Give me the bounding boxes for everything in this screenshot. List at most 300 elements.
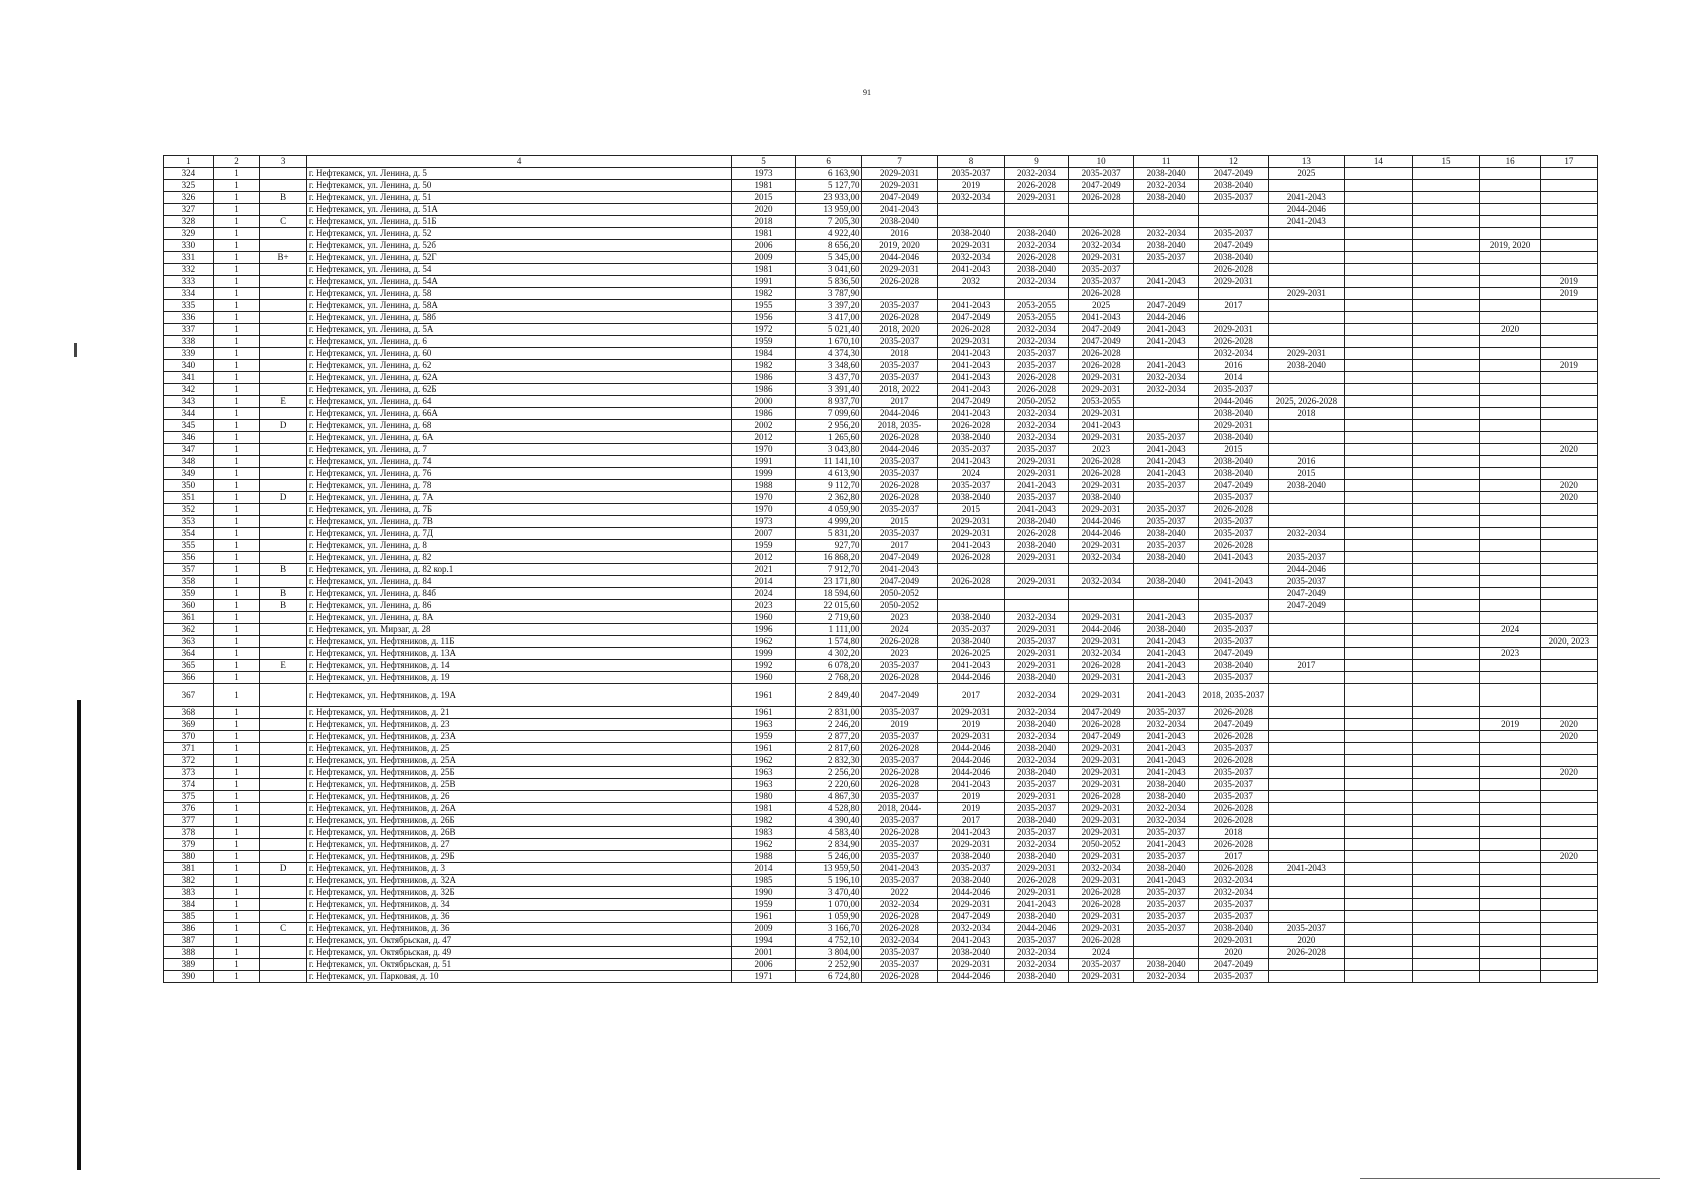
table-cell: г. Нефтекамск, ул. Ленина, д. 82: [306, 552, 731, 564]
table-cell: 2020: [1480, 324, 1540, 336]
table-cell: [1480, 707, 1540, 719]
table-cell: [1344, 336, 1412, 348]
table-cell: 2035-2037: [862, 504, 937, 516]
table-cell: 2 817,60: [795, 743, 862, 755]
table-cell: 2015: [732, 192, 795, 204]
table-cell: [1412, 336, 1480, 348]
table-cell: 344: [164, 408, 214, 420]
table-cell: [1480, 959, 1540, 971]
table-cell: [1344, 312, 1412, 324]
table-cell: С: [260, 923, 307, 935]
table-cell: 2038-2040: [1134, 959, 1199, 971]
table-cell: 2035-2037: [1005, 636, 1068, 648]
table-cell: 1: [213, 935, 260, 947]
table-cell: [937, 588, 1005, 600]
table-cell: 377: [164, 815, 214, 827]
table-cell: 2032-2034: [1005, 612, 1068, 624]
table-cell: [1344, 887, 1412, 899]
table-cell: [1268, 264, 1344, 276]
table-cell: 2035-2037: [862, 959, 937, 971]
table-cell: 1: [213, 588, 260, 600]
table-cell: [1480, 384, 1540, 396]
table-cell: [260, 468, 307, 480]
table-cell: [1134, 396, 1199, 408]
table-cell: 1973: [732, 516, 795, 528]
table-cell: г. Нефтекамск, ул. Нефтяников, д. 32Б: [306, 887, 731, 899]
table-cell: 2041-2043: [1198, 552, 1268, 564]
table-cell: г. Нефтекамск, ул. Нефтяников, д. 36: [306, 911, 731, 923]
table-cell: 1: [213, 504, 260, 516]
table-cell: 2029-2031: [1068, 252, 1134, 264]
table-cell: 11 141,10: [795, 456, 862, 468]
table-cell: 2032-2034: [1134, 815, 1199, 827]
table-cell: 2032-2034: [1005, 408, 1068, 420]
table-cell: 2038-2040: [1134, 528, 1199, 540]
table-cell: 2047-2049: [862, 552, 937, 564]
table-cell: 2025, 2026-2028: [1268, 396, 1344, 408]
table-cell: 332: [164, 264, 214, 276]
table-cell: 2029-2031: [1198, 276, 1268, 288]
table-cell: г. Нефтекамск, ул. Ленина, д. 8А: [306, 612, 731, 624]
table-cell: 2035-2037: [1005, 492, 1068, 504]
table-cell: [260, 540, 307, 552]
table-cell: 1: [213, 839, 260, 851]
table-cell: 1986: [732, 408, 795, 420]
table-cell: г. Нефтекамск, ул. Нефтяников, д. 19: [306, 672, 731, 684]
table-cell: 2026-2028: [1068, 360, 1134, 372]
table-cell: [1268, 228, 1344, 240]
table-cell: 2026-2028: [937, 576, 1005, 588]
table-row: [164, 863, 1598, 875]
table-cell: [1480, 672, 1540, 684]
table-cell: 2032-2034: [1198, 875, 1268, 887]
table-cell: [1540, 432, 1597, 444]
table-cell: 2041-2043: [1134, 660, 1199, 672]
table-cell: [1480, 552, 1540, 564]
table-row: [164, 672, 1598, 684]
table-cell: [1480, 264, 1540, 276]
table-cell: [1005, 216, 1068, 228]
table-cell: 2038-2040: [862, 216, 937, 228]
table-cell: г. Нефтекамск, ул. Ленина, д. 5: [306, 168, 731, 180]
table-cell: 2029-2031: [937, 899, 1005, 911]
table-cell: [1268, 540, 1344, 552]
table-cell: 2053-2055: [1068, 396, 1134, 408]
table-cell: [1412, 216, 1480, 228]
table-cell: [1412, 300, 1480, 312]
table-cell: 2047-2049: [1198, 648, 1268, 660]
table-cell: г. Нефтекамск, ул. Ленина, д. 7Д: [306, 528, 731, 540]
table-cell: 1986: [732, 372, 795, 384]
table-cell: 2017: [1198, 851, 1268, 863]
table-cell: 2029-2031: [1268, 348, 1344, 360]
table-cell: г. Нефтекамск, ул. Ленина, д. 58: [306, 288, 731, 300]
table-cell: [260, 731, 307, 743]
table-cell: [260, 204, 307, 216]
table-cell: 2006: [732, 959, 795, 971]
table-cell: 2024: [937, 468, 1005, 480]
table-cell: [1480, 612, 1540, 624]
table-cell: 1991: [732, 276, 795, 288]
column-number: 5: [732, 156, 795, 168]
table-cell: [1412, 372, 1480, 384]
table-cell: 2029-2031: [1198, 324, 1268, 336]
table-cell: 2032-2034: [1005, 324, 1068, 336]
table-cell: 2038-2040: [1198, 468, 1268, 480]
table-cell: 2026-2028: [1198, 755, 1268, 767]
table-cell: [1540, 887, 1597, 899]
table-cell: [1412, 815, 1480, 827]
table-cell: [1480, 456, 1540, 468]
table-cell: 2035-2037: [862, 468, 937, 480]
table-cell: 1: [213, 719, 260, 731]
table-cell: 2035-2037: [1005, 360, 1068, 372]
table-cell: [1344, 719, 1412, 731]
table-cell: 2035-2037: [862, 707, 937, 719]
table-row: [164, 624, 1598, 636]
table-cell: 349: [164, 468, 214, 480]
table-cell: [260, 899, 307, 911]
table-cell: 387: [164, 935, 214, 947]
table-cell: [260, 815, 307, 827]
table-cell: [1480, 863, 1540, 875]
table-cell: 4 752,10: [795, 935, 862, 947]
table-row: [164, 360, 1598, 372]
table-cell: 2047-2049: [1198, 719, 1268, 731]
table-cell: 2038-2040: [1268, 480, 1344, 492]
table-cell: г. Нефтекамск, ул. Ленина, д. 86: [306, 600, 731, 612]
table-cell: 330: [164, 240, 214, 252]
table-cell: [1134, 264, 1199, 276]
table-cell: 341: [164, 372, 214, 384]
table-cell: 2038-2040: [1068, 492, 1134, 504]
table-cell: 2041-2043: [1134, 468, 1199, 480]
table-cell: 1: [213, 815, 260, 827]
table-cell: [1268, 336, 1344, 348]
table-cell: 2017: [937, 684, 1005, 707]
table-cell: 2035-2037: [862, 456, 937, 468]
table-cell: 2035-2037: [1198, 492, 1268, 504]
table-cell: [1268, 851, 1344, 863]
table-cell: 2020: [1540, 767, 1597, 779]
table-cell: [260, 576, 307, 588]
table-cell: [1268, 887, 1344, 899]
table-cell: В: [260, 564, 307, 576]
table-cell: 2029-2031: [1068, 803, 1134, 815]
table-cell: 1: [213, 312, 260, 324]
margin-mark: [74, 343, 77, 357]
table-cell: [260, 240, 307, 252]
table-cell: [1480, 216, 1540, 228]
table-cell: [260, 444, 307, 456]
table-row: [164, 731, 1598, 743]
table-cell: 2038-2040: [1198, 432, 1268, 444]
table-cell: 2026-2028: [1068, 288, 1134, 300]
table-cell: 2018: [862, 348, 937, 360]
table-cell: [1134, 216, 1199, 228]
table-cell: 2035-2037: [1068, 276, 1134, 288]
table-cell: 2041-2043: [937, 348, 1005, 360]
table-cell: [1480, 947, 1540, 959]
table-cell: 359: [164, 588, 214, 600]
table-cell: [260, 743, 307, 755]
table-cell: 2038-2040: [1005, 264, 1068, 276]
table-cell: [1268, 899, 1344, 911]
table-cell: 1: [213, 348, 260, 360]
table-cell: 2029-2031: [937, 528, 1005, 540]
table-cell: [260, 791, 307, 803]
table-cell: [1480, 192, 1540, 204]
table-cell: [1540, 815, 1597, 827]
table-cell: 324: [164, 168, 214, 180]
table-cell: [260, 767, 307, 779]
table-cell: 2029-2031: [1068, 971, 1134, 983]
table-cell: [1480, 791, 1540, 803]
table-cell: 2026-2028: [1268, 947, 1344, 959]
table-row: [164, 408, 1598, 420]
table-cell: 2035-2037: [1134, 480, 1199, 492]
table-cell: 2026-2028: [1068, 468, 1134, 480]
table-cell: г. Нефтекамск, ул. Нефтяников, д. 13А: [306, 648, 731, 660]
table-cell: 2035-2037: [862, 791, 937, 803]
table-cell: 2044-2046: [1068, 516, 1134, 528]
table-cell: 345: [164, 420, 214, 432]
table-cell: 2015: [1198, 444, 1268, 456]
table-cell: 2047-2049: [1134, 300, 1199, 312]
table-cell: [1005, 564, 1068, 576]
table-cell: 384: [164, 899, 214, 911]
table-cell: [1412, 408, 1480, 420]
table-cell: [1412, 648, 1480, 660]
table-cell: 2047-2049: [862, 192, 937, 204]
table-cell: г. Нефтекамск, ул. Ленина, д. 62Б: [306, 384, 731, 396]
table-cell: 333: [164, 276, 214, 288]
table-cell: [1540, 456, 1597, 468]
table-cell: г. Нефтекамск, ул. Ленина, д. 54: [306, 264, 731, 276]
table-cell: [1480, 300, 1540, 312]
table-cell: 2032-2034: [1005, 336, 1068, 348]
table-cell: [1412, 827, 1480, 839]
table-cell: [1412, 612, 1480, 624]
table-cell: 2029-2031: [937, 516, 1005, 528]
table-cell: [1540, 312, 1597, 324]
table-cell: 2025: [1068, 300, 1134, 312]
table-cell: г. Нефтекамск, ул. Ленина, д. 68: [306, 420, 731, 432]
table-cell: 2016: [1198, 360, 1268, 372]
table-cell: 1: [213, 240, 260, 252]
table-cell: [1344, 528, 1412, 540]
table-row: [164, 444, 1598, 456]
table-cell: 2019, 2020: [1480, 240, 1540, 252]
table-cell: 1: [213, 684, 260, 707]
table-cell: 2019: [937, 803, 1005, 815]
table-cell: 1: [213, 600, 260, 612]
table-cell: 1960: [732, 672, 795, 684]
table-cell: [1480, 180, 1540, 192]
table-cell: 2035-2037: [937, 168, 1005, 180]
table-cell: [1412, 803, 1480, 815]
table-cell: [1480, 204, 1540, 216]
table-cell: [1268, 444, 1344, 456]
table-cell: 3 787,90: [795, 288, 862, 300]
table-cell: [260, 516, 307, 528]
table-cell: [1412, 719, 1480, 731]
table-cell: 2038-2040: [937, 851, 1005, 863]
table-cell: 22 015,60: [795, 600, 862, 612]
table-cell: 2024: [862, 624, 937, 636]
table-cell: 2026-2028: [1068, 456, 1134, 468]
table-cell: 355: [164, 540, 214, 552]
table-cell: [1344, 911, 1412, 923]
table-cell: 2 252,90: [795, 959, 862, 971]
table-cell: 1981: [732, 180, 795, 192]
table-cell: 2029-2031: [937, 731, 1005, 743]
table-cell: В: [260, 588, 307, 600]
table-cell: 2029-2031: [937, 336, 1005, 348]
table-cell: 2041-2043: [862, 204, 937, 216]
table-cell: [1268, 767, 1344, 779]
table-cell: [1412, 480, 1480, 492]
table-cell: 2026-2028: [1198, 839, 1268, 851]
table-cell: [260, 624, 307, 636]
table-cell: 2018: [732, 216, 795, 228]
table-cell: 2 246,20: [795, 719, 862, 731]
table-cell: [1540, 240, 1597, 252]
table-row: [164, 660, 1598, 672]
table-cell: 2047-2049: [1198, 240, 1268, 252]
table-cell: 2041-2043: [1005, 480, 1068, 492]
table-cell: 2019: [937, 791, 1005, 803]
table-cell: [1480, 252, 1540, 264]
table-cell: 367: [164, 684, 214, 707]
table-cell: [1480, 372, 1540, 384]
table-cell: [260, 636, 307, 648]
table-cell: 2035-2037: [862, 300, 937, 312]
table-row: [164, 707, 1598, 719]
table-cell: 2038-2040: [1134, 552, 1199, 564]
table-cell: 8 656,20: [795, 240, 862, 252]
table-cell: 2002: [732, 420, 795, 432]
table-row: [164, 240, 1598, 252]
table-cell: 2032-2034: [1005, 707, 1068, 719]
table-cell: [260, 719, 307, 731]
table-cell: [1134, 204, 1199, 216]
table-cell: 2026-2028: [862, 911, 937, 923]
table-cell: 2050-2052: [862, 600, 937, 612]
table-cell: [1134, 564, 1199, 576]
table-cell: 3 041,60: [795, 264, 862, 276]
table-cell: 2035-2037: [1198, 767, 1268, 779]
table-cell: [1480, 228, 1540, 240]
table-cell: [1344, 576, 1412, 588]
table-cell: [1480, 839, 1540, 851]
table-row: [164, 228, 1598, 240]
table-cell: 1: [213, 911, 260, 923]
table-cell: 2029-2031: [1068, 432, 1134, 444]
table-cell: г. Нефтекамск, ул. Ленина, д. 5А: [306, 324, 731, 336]
table-cell: 2026-2028: [1005, 528, 1068, 540]
table-cell: 2 831,00: [795, 707, 862, 719]
table-cell: 2035-2037: [1198, 384, 1268, 396]
table-cell: [1344, 767, 1412, 779]
table-cell: [1540, 300, 1597, 312]
table-cell: 385: [164, 911, 214, 923]
table-cell: 2026-2028: [937, 552, 1005, 564]
table-cell: 1 574,80: [795, 636, 862, 648]
table-cell: 2024: [1480, 624, 1540, 636]
table-cell: 2019: [937, 719, 1005, 731]
table-cell: 2029-2031: [1005, 552, 1068, 564]
table-cell: 2035-2037: [862, 731, 937, 743]
table-cell: 2032-2034: [1134, 180, 1199, 192]
table-cell: 1980: [732, 791, 795, 803]
table-cell: [1412, 971, 1480, 983]
table-cell: 2032-2034: [1005, 731, 1068, 743]
table-cell: [1268, 959, 1344, 971]
table-row: [164, 300, 1598, 312]
table-cell: [1412, 743, 1480, 755]
table-cell: [1344, 923, 1412, 935]
table-cell: [260, 803, 307, 815]
table-cell: 373: [164, 767, 214, 779]
table-cell: 2035-2037: [1268, 576, 1344, 588]
table-cell: 327: [164, 204, 214, 216]
table-row: [164, 516, 1598, 528]
table-cell: [1198, 588, 1268, 600]
table-cell: [1480, 564, 1540, 576]
table-cell: 2032-2034: [1005, 240, 1068, 252]
table-cell: 1: [213, 959, 260, 971]
table-cell: 2035-2037: [1198, 192, 1268, 204]
table-cell: 2029-2031: [937, 707, 1005, 719]
table-cell: 1: [213, 755, 260, 767]
table-cell: 2026-2028: [862, 971, 937, 983]
table-cell: 2026-2028: [862, 767, 937, 779]
table-cell: [1412, 767, 1480, 779]
table-cell: [1412, 779, 1480, 791]
table-cell: [1540, 396, 1597, 408]
table-cell: 1955: [732, 300, 795, 312]
table-cell: [260, 612, 307, 624]
table-cell: [1540, 684, 1597, 707]
table-cell: 2023: [732, 600, 795, 612]
table-cell: 2026-2028: [1068, 348, 1134, 360]
table-cell: [260, 456, 307, 468]
table-cell: 7 912,70: [795, 564, 862, 576]
table-cell: 1: [213, 336, 260, 348]
table-cell: 2041-2043: [1134, 612, 1199, 624]
table-cell: 1: [213, 875, 260, 887]
table-row: [164, 767, 1598, 779]
table-cell: 1982: [732, 815, 795, 827]
table-cell: 1: [213, 288, 260, 300]
table-cell: 2041-2043: [1134, 324, 1199, 336]
table-cell: [1412, 923, 1480, 935]
table-cell: 1: [213, 767, 260, 779]
table-cell: 2032-2034: [1068, 240, 1134, 252]
table-cell: 2035-2037: [862, 336, 937, 348]
table-cell: 1983: [732, 827, 795, 839]
table-cell: 2047-2049: [1268, 600, 1344, 612]
table-cell: [260, 384, 307, 396]
table-cell: 363: [164, 636, 214, 648]
table-cell: 371: [164, 743, 214, 755]
table-cell: 2041-2043: [1134, 276, 1199, 288]
table-cell: [260, 911, 307, 923]
table-cell: [1412, 684, 1480, 707]
table-cell: 2041-2043: [937, 779, 1005, 791]
table-cell: 1: [213, 743, 260, 755]
